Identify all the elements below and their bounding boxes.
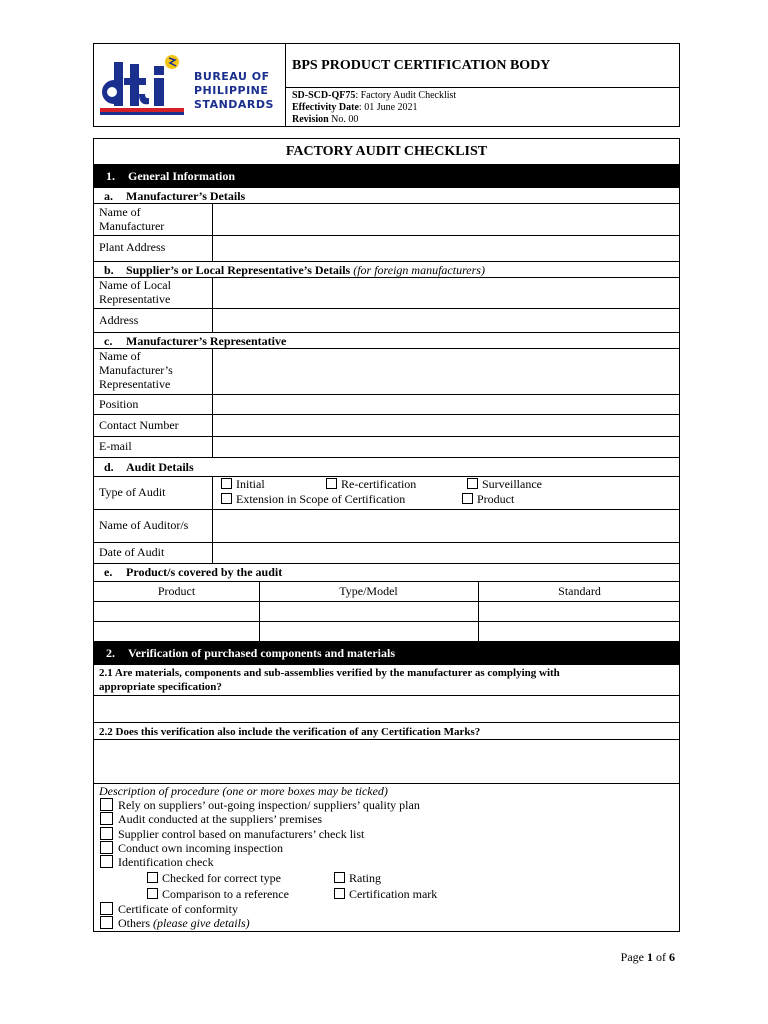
item-certificate-conformity[interactable]: Certificate of conformity	[100, 902, 238, 916]
page-number: Page 1 of 6	[620, 950, 675, 964]
table-cell[interactable]	[94, 621, 259, 641]
divider	[259, 581, 260, 641]
checkbox[interactable]	[100, 798, 113, 811]
logo-line2: PHILIPPINE	[194, 84, 269, 97]
section2-bar	[94, 641, 679, 665]
checkbox[interactable]	[467, 478, 478, 489]
section1-label: General Information	[128, 168, 235, 183]
subsection-e-letter: e.	[104, 565, 113, 579]
question-2-1: 2.1 Are materials, components and sub-assemblies verified by the manufacturer as complying with appropriate specification?	[99, 667, 560, 693]
col-standard: Standard	[558, 584, 601, 598]
subsection-a-label: Manufacturer’s Details	[126, 189, 246, 203]
logo-cell	[94, 44, 286, 126]
contact-number-label: Contact Number	[99, 418, 179, 432]
doc-code: SD-SCD-QF75	[292, 90, 356, 101]
subsection-b	[104, 263, 485, 278]
type-of-audit-label: Type of Audit	[99, 485, 166, 499]
opt-extension[interactable]: Extension in Scope of Certification	[221, 492, 405, 506]
subsection-c-letter: c.	[104, 334, 113, 348]
subsection-e	[104, 565, 282, 580]
answer-2-1-field[interactable]	[94, 695, 679, 722]
divider	[478, 581, 479, 641]
email-field[interactable]	[212, 436, 679, 457]
procedure-description: Description of procedure (one or more boxes may be ticked)	[99, 784, 388, 798]
mfr-rep-name-label: Name of Manufacturer’s Representative	[99, 349, 173, 391]
checkbox[interactable]	[147, 872, 158, 883]
mfr-rep-name-field[interactable]	[212, 348, 679, 394]
item-incoming-inspection[interactable]: Conduct own incoming inspection	[100, 841, 283, 855]
divider	[94, 261, 679, 262]
section2-num: 2.	[106, 645, 115, 660]
revision-value: No. 00	[328, 114, 359, 125]
local-rep-name-label: Name of Local Representative	[99, 278, 171, 306]
divider	[212, 476, 213, 509]
checkbox[interactable]	[100, 855, 113, 868]
doc-name: : Factory Audit Checklist	[355, 90, 457, 101]
item-supplier-inspection[interactable]: Rely on suppliers’ out-going inspection/ suppliers’ quality plan	[100, 798, 420, 812]
subsection-d-letter: d.	[104, 460, 114, 474]
divider	[94, 581, 679, 582]
document-header	[93, 43, 680, 127]
divider	[94, 457, 679, 458]
revision-label: Revision	[292, 114, 329, 125]
subsection-d-label: Audit Details	[126, 460, 194, 474]
subsection-e-label: Product/s covered by the audit	[126, 565, 283, 579]
opt-initial[interactable]: Initial	[221, 477, 265, 491]
logo-text	[194, 70, 274, 112]
table-cell[interactable]	[94, 601, 259, 621]
auditor-name-label: Name of Auditor/s	[99, 518, 189, 532]
opt-checked-type[interactable]: Checked for correct type	[147, 871, 281, 885]
checkbox[interactable]	[100, 916, 113, 929]
col-type-model: Type/Model	[339, 584, 398, 598]
local-rep-name-field[interactable]	[212, 277, 679, 308]
header-title: BPS PRODUCT CERTIFICATION BODY	[286, 44, 679, 88]
checkbox[interactable]	[100, 827, 113, 840]
subsection-b-letter: b.	[104, 263, 114, 277]
opt-recertification[interactable]: Re-certification	[326, 477, 416, 491]
subsection-a	[104, 189, 245, 204]
subsection-d	[104, 460, 194, 475]
audit-date-field[interactable]	[212, 542, 679, 563]
item-supplier-checklist[interactable]: Supplier control based on manufacturers’ check list	[100, 827, 364, 841]
opt-product[interactable]: Product	[462, 492, 514, 506]
header-meta	[292, 90, 456, 126]
manufacturer-name-label: Name of Manufacturer	[99, 205, 165, 233]
question-2-2: 2.2 Does this verification also include the verification of any Certification Marks?	[99, 726, 481, 738]
checkbox[interactable]	[100, 902, 113, 915]
plant-address-field[interactable]	[212, 235, 679, 261]
subsection-c-label: Manufacturer’s Representative	[126, 334, 287, 348]
item-supplier-audit[interactable]: Audit conducted at the suppliers’ premises	[100, 812, 322, 826]
dti-logo-icon	[100, 54, 184, 116]
audit-date-label: Date of Audit	[99, 545, 165, 559]
others-note: (please give details)	[153, 916, 250, 930]
section1-num: 1.	[106, 168, 115, 183]
checkbox[interactable]	[100, 841, 113, 854]
logo-line3: STANDARDS	[194, 98, 274, 111]
subsection-b-note: (for foreign manufacturers)	[353, 263, 485, 277]
answer-2-2-field[interactable]	[94, 739, 679, 783]
checkbox[interactable]	[334, 872, 345, 883]
effectivity-value: : 01 June 2021	[358, 102, 418, 113]
divider	[94, 332, 679, 333]
logo-line1: BUREAU OF	[194, 70, 270, 83]
item-others[interactable]: Others (please give details)	[100, 916, 250, 930]
contact-number-field[interactable]	[212, 414, 679, 436]
item-identification-check[interactable]: Identification check	[100, 855, 214, 869]
checkbox[interactable]	[100, 812, 113, 825]
subsection-c	[104, 334, 286, 349]
email-label: E-mail	[99, 439, 132, 453]
opt-certification-mark[interactable]: Certification mark	[334, 887, 437, 901]
divider	[94, 563, 679, 564]
plant-address-label: Plant Address	[99, 240, 166, 254]
opt-rating[interactable]: Rating	[334, 871, 381, 885]
divider	[94, 722, 679, 723]
manufacturer-name-field[interactable]	[212, 203, 679, 235]
checkbox[interactable]	[462, 493, 473, 504]
position-field[interactable]	[212, 394, 679, 414]
checkbox[interactable]	[334, 888, 345, 899]
checkbox[interactable]	[221, 493, 232, 504]
section2-label: Verification of purchased components and materials	[128, 645, 395, 660]
opt-comparison[interactable]: Comparison to a reference	[147, 887, 289, 901]
auditor-name-field[interactable]	[212, 509, 679, 542]
col-product: Product	[157, 584, 196, 598]
effectivity-label: Effectivity Date	[292, 102, 359, 113]
form-title: FACTORY AUDIT CHECKLIST	[285, 144, 488, 159]
checkbox[interactable]	[221, 478, 232, 489]
section1-bar	[94, 164, 679, 188]
checkbox[interactable]	[326, 478, 337, 489]
checkbox[interactable]	[147, 888, 158, 899]
audit-form	[93, 138, 680, 932]
subsection-a-letter: a.	[104, 189, 113, 203]
local-rep-address-label: Address	[99, 313, 139, 327]
opt-surveillance[interactable]: Surveillance	[467, 477, 542, 491]
local-rep-address-field[interactable]	[212, 308, 679, 332]
position-label: Position	[99, 397, 139, 411]
subsection-b-label: Supplier’s or Local Representative’s Details	[126, 263, 351, 277]
